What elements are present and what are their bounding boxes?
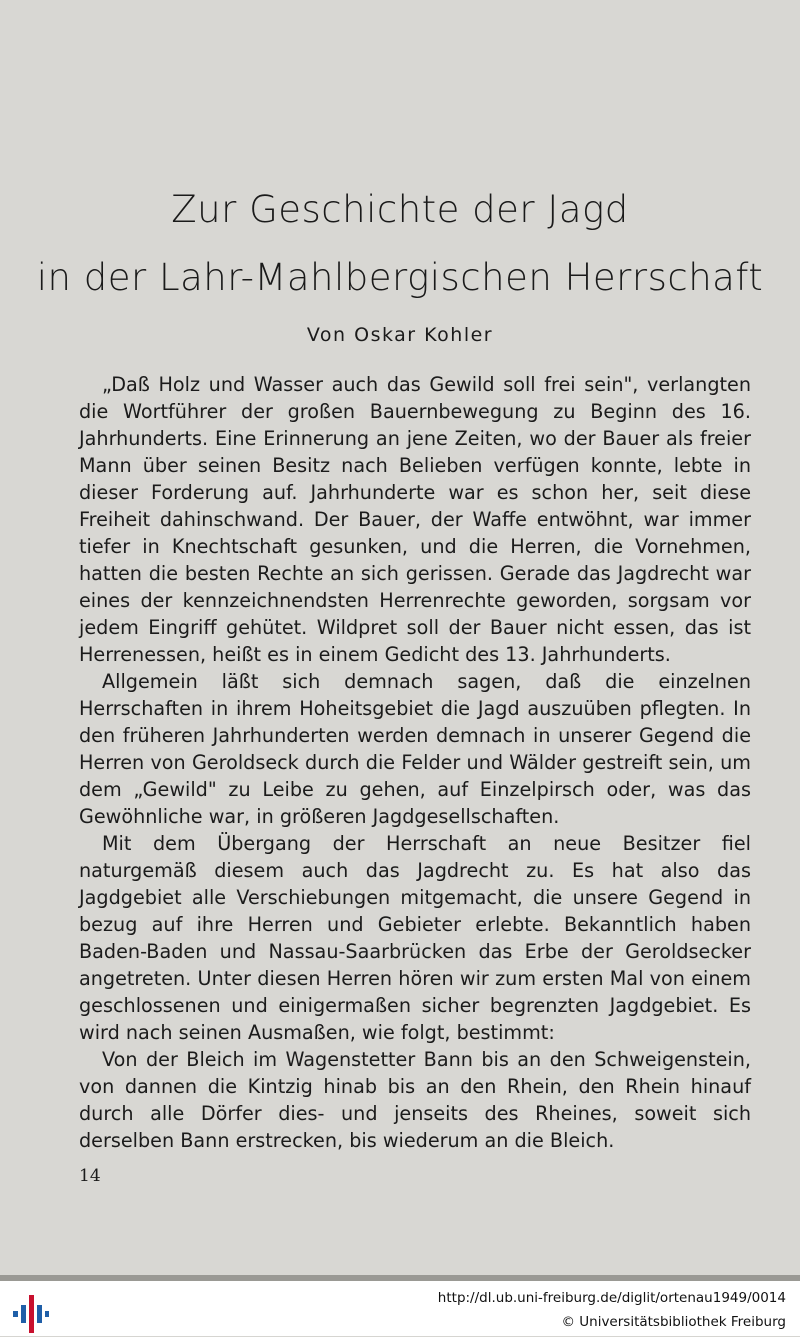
paragraph-1: „Daß Holz und Wasser auch das Gewild soll frei sein", verlangten die Wortführer der großen Bauernbewegung zu Beginn des 16. Jahrhunderts. Eine Erinnerung an jene Zeiten, wo der Bauer als freier Mann über seinen Besitz nach Belieben verfügen konnte, lebte in dieser Forderung auf. Jahrhunderte war es schon her, seit diese Freiheit dahinschwand. Der Bauer, der Waffe entwöhnt, war immer tiefer in Knechtschaft gesunken, und die Herren, die Vornehmen, hatten die besten Rechte an sich gerissen. Gerade das Jagdrecht war eines der kennzeichnendsten Herrenrechte geworden, sorgsam vor jedem Eingriff gehütet. Wildpret soll der Bauer nicht essen, das ist Herrenessen, heißt es in einem Gedicht des 13. Jahrhunderts.: [79, 373, 751, 666]
paragraph-3: Mit dem Übergang der Herrschaft an neue Besitzer fiel naturgemäß diesem auch das Jagdrecht zu. Es hat also das Jagdgebiet alle Verschiebungen mitgemacht, die unsere Gegend in bezug auf ihre Herren und Gebieter erlebte. Bekanntlich haben Baden-Baden und Nassau-Saarbrücken das Erbe der Geroldsecker angetreten. Unter diesen Herren hören wir zum ersten Mal von einem geschlossenen und einigermaßen sicher begrenzten Jagdgebiet. Es wird nach seinen Ausmaßen, wie folgt, bestimmt:: [79, 832, 751, 1044]
page-number: 14: [79, 1166, 101, 1186]
copyright-text: © Universitätsbibliothek Freiburg: [561, 1314, 786, 1330]
author-byline: Von Oskar Kohler: [306, 324, 494, 346]
title-line-1: Zur Geschichte der Jagd: [171, 188, 629, 231]
library-footer: [0, 1275, 800, 1336]
source-url-link[interactable]: http://dl.ub.uni-freiburg.de/diglit/ortenau1949/0014: [437, 1290, 786, 1306]
paragraph-2: Allgemein läßt sich demnach sagen, daß die einzelnen Herrschaften in ihrem Hoheitsgebiet die Jagd auszuüben pflegten. In den früheren Jahrhunderten werden demnach in unserer Gegend die Herren von Geroldseck durch die Felder und Wälder gestreift sein, um dem „Gewild" zu Leibe zu gehen, auf Einzelpirsch oder, was das Gewöhnliche war, in größeren Jagdgesellschaften.: [79, 670, 751, 828]
paragraph-4: Von der Bleich im Wagenstetter Bann bis an den Schweigenstein, von dannen die Kintzig hinab bis an den Rhein, den Rhein hinauf durch alle Dörfer dies- und jenseits des Rheines, soweit sich derselben Bann erstrecken, bis wiederum an die Bleich.: [79, 1048, 751, 1152]
title-line-2: in der Lahr-Mahlbergischen Herrschaft: [36, 256, 764, 299]
ub-freiburg-logo-icon: [10, 1291, 50, 1337]
article-body: [79, 371, 751, 1154]
